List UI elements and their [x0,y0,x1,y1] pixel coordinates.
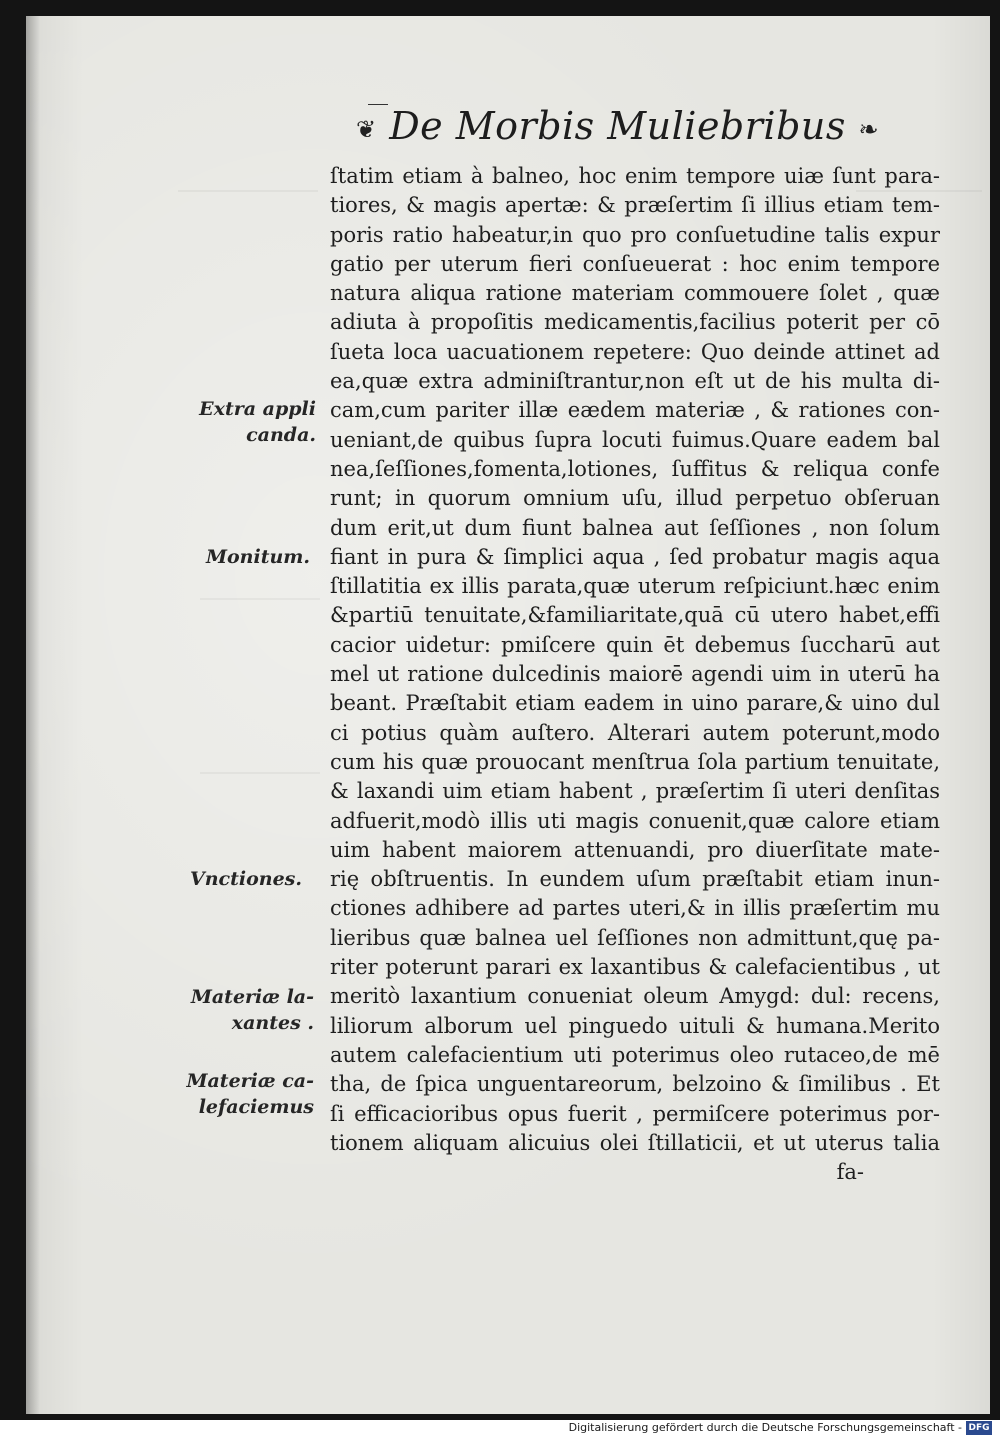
text-line: poris ratio habeatur,in quo pro conſuetudine talis expur [330,222,940,247]
marginal-note-line: Materiæ la- [190,986,314,1008]
text-line: meritò laxantium conueniat oleum Amygd: dul: recens, [330,984,940,1009]
text-line: adiuta à propoſitis medicamentis,facilius poterit per cō [330,310,940,335]
bleed-through-left-lower [200,772,320,824]
fleuron-right-icon: ❧ [858,115,880,144]
text-line: liliorum alborum uel pinguedo uituli & humana.Merito [330,1013,940,1038]
text-line: ſtatim etiam à balneo, hoc enim tempore uiæ ſunt para- [330,164,940,188]
text-line: rię obſtruentis. In eundem uſum præſtabit etiam inun- [330,867,940,892]
digitization-credit: Digitalisierung gefördert durch die Deutsche Forschungsgemeinschaft - [568,1421,962,1434]
marginal-note-line: Vnctiones. [189,868,302,890]
marginal-note-line: canda. [246,424,316,446]
text-line: cum his quæ prouocant menſtrua ſola partium tenuitate, [330,749,940,774]
running-head [356,104,880,148]
marginal-note-line: Extra appli [199,398,316,420]
text-line: riter poterunt parari ex laxantibus & calefacientibus , ut [330,955,940,980]
text-line: & laxandi uim etiam habent , præſertim ſi uteri denſitas [330,779,940,804]
text-line: beant. Præſtabit etiam eadem in uino parare,& uino dul [330,691,940,716]
marginal-note-unctiones [172,866,302,892]
text-line: ctiones adhibere ad partes uteri,& in illis præſertim mu [330,896,940,921]
marginal-note-line: Materiæ ca- [186,1070,314,1092]
text-line: ea,quæ extra adminiſtrantur,non eſt ut de his multa di- [330,369,940,394]
marginal-note-materiae-laxantes [184,984,314,1036]
text-line: &partiū tenuitate,&familiaritate,quā cū utero habet,effi [330,603,940,628]
running-head-title: De Morbis Muliebribus [389,104,846,148]
fleuron-left-icon: ❦ [356,115,377,144]
text-line: ſueta loca uacuationem repetere: Quo deinde attinet ad [330,339,940,364]
bleed-through-left-mid [200,598,320,650]
text-line: gatio per uterum fieri conſueuerat : hoc enim tempore [330,251,940,276]
text-line: cam,cum pariter illæ eædem materiæ , & rationes con- [330,398,940,423]
text-line: runt; in quorum omnium uſu, illud perpetuo obſeruan [330,486,940,511]
text-line: cacior uidetur: pmiſcere quin ēt debemus ſuccharū aut [330,632,940,657]
text-line: ſtillatitia ex illis parata,quæ uterum reſpiciunt.hæc enim [330,574,940,599]
dfg-logo-icon: DFG [966,1421,992,1435]
text-line: dum erit,ut dum fiunt balnea aut ſeſſiones , non ſolum [330,515,940,540]
text-line: ci potius quàm auſtero. Alterari autem poterunt,modo [330,720,940,745]
marginal-note-extra-applicanda [186,396,316,448]
text-line: lieribus quæ balnea uel ſeſſiones non admittunt,quę pa- [330,925,940,950]
text-line: nea,ſeſſiones,fomenta,lotiones, ſuffitus & reliqua confe [330,456,940,481]
marginal-note-line: Monitum. [205,546,310,568]
text-line: autem calefacientium uti poterimus oleo rutaceo,de mē [330,1042,940,1067]
text-line: tha, de ſpica unguentareorum, belzoino & ſimilibus . Et [330,1072,940,1097]
text-line: mel ut ratione dulcedinis maiorē agendi uim in uterū ha [330,662,940,687]
marginal-note-monitum [180,544,310,570]
text-line: uim habent maiorem attenuandi, pro diuerſitate mate- [330,837,940,862]
body-text [330,162,940,1187]
bleed-through-left-top [178,190,318,302]
catchword: fa- [836,1160,864,1185]
marginal-note-line: xantes . [231,1012,314,1034]
text-line: tionem aliquam alicuius olei ſtillaticii, et ut uterus talia [330,1130,940,1155]
spine-shadow [26,16,40,1414]
marginal-note-materiae-calefacientes [184,1068,314,1120]
text-line: ſi efficacioribus opus fuerit , permiſcere poterimus por- [330,1101,940,1126]
marginal-note-line: lefaciemus [198,1096,314,1118]
text-line: ueniant,de quibus ſupra locuti fuimus.Quare eadem bal [330,427,940,452]
text-line: tiores, & magis apertæ: & præſertim ſi illius etiam tem- [330,193,940,218]
text-line: natura aliqua ratione materiam commouere ſolet , quæ [330,281,940,306]
text-line: fiant in pura & ſimplici aqua , ſed probatur magis aqua [330,544,940,569]
text-line: adfuerit,modò illis uti magis conuenit,quæ calore etiam [330,808,940,833]
